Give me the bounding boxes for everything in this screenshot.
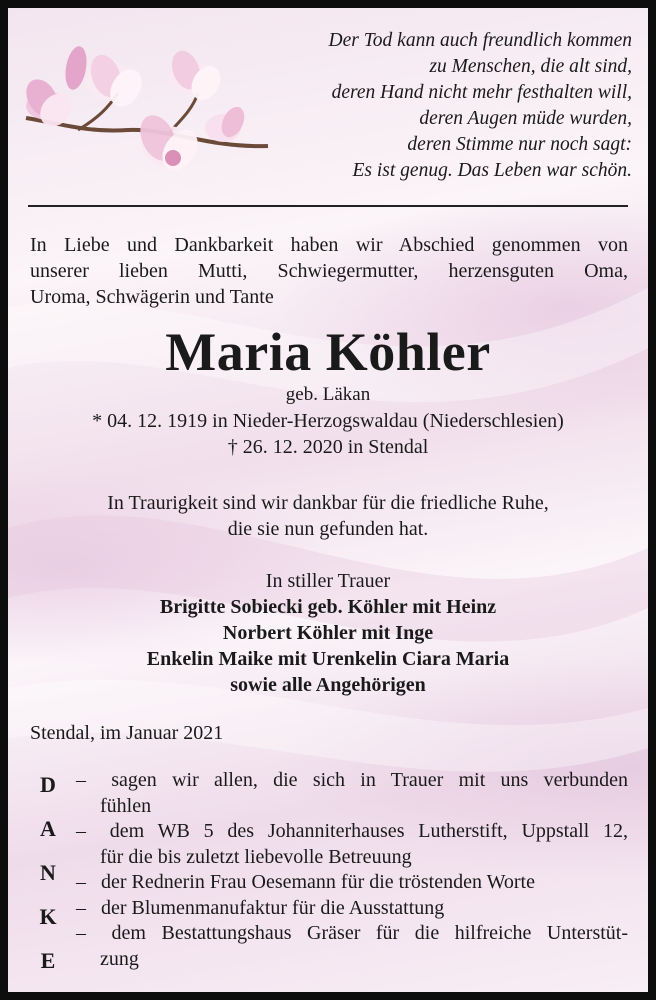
- intro-line: In Liebe und Dankbarkeit haben wir Abschied genommen von: [30, 234, 628, 256]
- poem-line: Es ist genug. Das Leben war schön.: [352, 160, 632, 181]
- thanks-item: – der Blumenmanufaktur für die Ausstattung: [76, 896, 628, 922]
- birth-name: geb. Läkan: [285, 384, 371, 405]
- mourners-block: [8, 568, 648, 698]
- intro-line: Uroma, Schwägerin und Tante: [30, 286, 274, 308]
- thanks-item: – dem Bestattungshaus Gräser für die hilfreiche Unterstüt-: [76, 921, 628, 947]
- dash: –: [76, 769, 86, 791]
- condolence-line: In Traurigkeit sind wir dankbar für die friedliche Ruhe,: [107, 492, 549, 514]
- place-date: Stendal, im Januar 2021: [30, 722, 224, 744]
- thanks-item: – dem WB 5 des Johanniterhauses Lutherstift, Uppstall 12,: [76, 819, 628, 845]
- dash: –: [76, 896, 86, 919]
- obituary-card: [8, 8, 648, 992]
- mourner-name: Enkelin Maike mit Urenkelin Ciara Maria: [146, 648, 510, 670]
- condolence-text: [8, 490, 648, 542]
- deceased-name: Maria Köhler: [165, 322, 491, 382]
- poem: [248, 28, 632, 184]
- birth-date: * 04. 12. 1919 in Nieder-Herzogswaldau (Niederschlesien): [92, 410, 564, 432]
- poem-line: deren Stimme nur noch sagt:: [407, 134, 632, 155]
- intro-paragraph: [30, 232, 628, 310]
- thanks-item-continued: fühlen: [100, 794, 152, 817]
- danke-letter: A: [40, 816, 56, 841]
- thanks-list: [76, 768, 628, 972]
- poem-line: deren Augen müde wurden,: [419, 108, 632, 129]
- danke-letter: K: [39, 904, 57, 929]
- danke-letter: D: [40, 772, 56, 797]
- mourners-heading: In stiller Trauer: [265, 570, 391, 592]
- poem-line: zu Menschen, die alt sind,: [429, 56, 632, 77]
- condolence-line: die sie nun gefunden hat.: [227, 518, 429, 540]
- death-date: † 26. 12. 2020 in Stendal: [227, 436, 429, 458]
- dash: –: [76, 922, 86, 944]
- danke-letter: E: [40, 948, 56, 973]
- mourner-name: Brigitte Sobiecki geb. Köhler mit Heinz: [159, 596, 497, 618]
- thanks-item-continued: zung: [100, 947, 139, 970]
- divider-rule: [28, 205, 628, 207]
- dash: –: [76, 820, 86, 842]
- danke-letter: N: [40, 860, 56, 885]
- mourner-name: Norbert Köhler mit Inge: [222, 622, 434, 644]
- dash: –: [76, 871, 86, 893]
- poem-line: Der Tod kann auch freundlich kommen: [328, 30, 632, 51]
- thanks-item: – sagen wir allen, die sich in Trauer mit uns verbunden: [76, 768, 628, 794]
- thanks-item-continued: für die bis zuletzt liebevolle Betreuung: [100, 845, 412, 868]
- magnolia-branch-icon: [18, 38, 274, 188]
- thanks-item: – der Rednerin Frau Oesemann für die tröstenden Worte: [76, 870, 628, 896]
- mourner-name: sowie alle Angehörigen: [230, 674, 426, 696]
- intro-line: unserer lieben Mutti, Schwiegermutter, herzensguten Oma,: [30, 260, 628, 282]
- life-dates: [8, 408, 648, 460]
- poem-line: deren Hand nicht mehr festhalten will,: [331, 82, 632, 103]
